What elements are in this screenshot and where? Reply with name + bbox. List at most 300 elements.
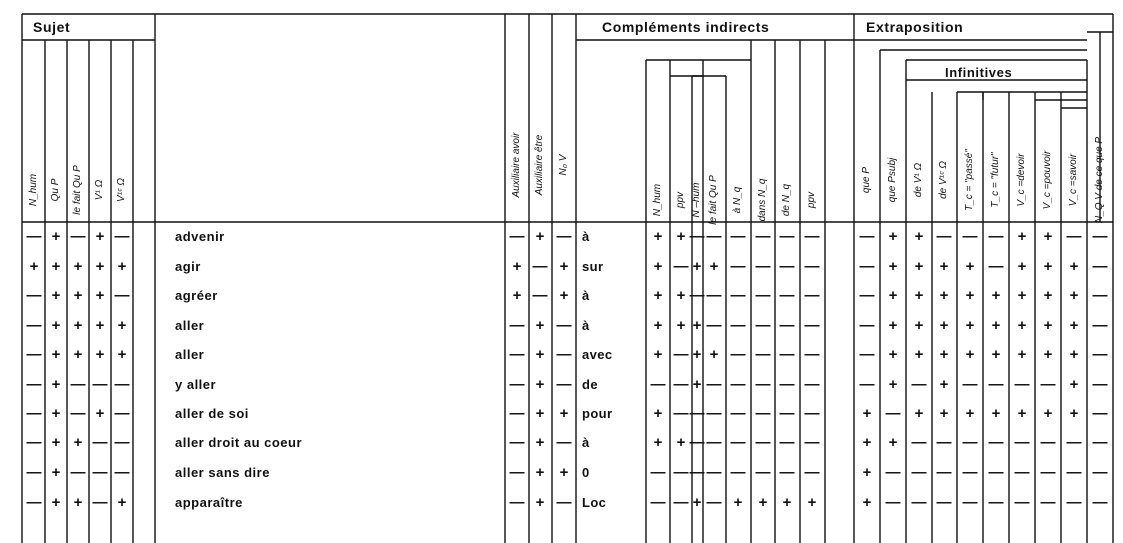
row-preposition: à <box>582 229 590 244</box>
table-cell: + <box>888 228 898 245</box>
table-cell: — <box>706 434 722 451</box>
table-cell: — <box>804 434 820 451</box>
table-cell: — <box>26 317 42 334</box>
column-header-extraposition-6: V_c =devoir <box>1016 153 1027 207</box>
table-cell: — <box>962 434 978 451</box>
row-verb: aller de soi <box>175 406 249 421</box>
table-cell: + <box>653 434 663 451</box>
table-cell: — <box>509 346 525 363</box>
table-cell: — <box>730 258 746 275</box>
table-cell: + <box>709 346 719 363</box>
table-cell: + <box>559 405 569 422</box>
table-cell: + <box>692 494 702 511</box>
column-header-extraposition-5: T_c = "futur" <box>990 152 1001 208</box>
table-cell: — <box>755 228 771 245</box>
row-verb: aller droit au coeur <box>175 435 303 450</box>
table-cell: + <box>914 287 924 304</box>
table-cell: — <box>885 405 901 422</box>
table-cell: + <box>559 258 569 275</box>
table-cell: + <box>676 434 686 451</box>
table-cell: — <box>779 434 795 451</box>
table-cell: + <box>939 258 949 275</box>
table-cell: + <box>758 494 768 511</box>
table-cell: + <box>939 346 949 363</box>
table-cell: — <box>936 464 952 481</box>
table-cell: + <box>73 346 83 363</box>
table-cell: — <box>650 376 666 393</box>
table-cell: + <box>914 258 924 275</box>
table-cell: + <box>1043 258 1053 275</box>
row-preposition: Loc <box>582 495 607 510</box>
table-cell: — <box>730 434 746 451</box>
row-preposition: 0 <box>582 465 590 480</box>
table-cell: — <box>26 464 42 481</box>
table-cell: — <box>1014 494 1030 511</box>
table-cell: — <box>988 258 1004 275</box>
row-verb: y aller <box>175 377 217 392</box>
table-cell: — <box>885 494 901 511</box>
table-cell: + <box>1017 346 1027 363</box>
table-cell: — <box>755 287 771 304</box>
table-cell: — <box>779 287 795 304</box>
table-cell: + <box>51 317 61 334</box>
table-cell: — <box>114 405 130 422</box>
table-cell: — <box>859 317 875 334</box>
row-verb: agréer <box>175 288 218 303</box>
table-cell: + <box>512 287 522 304</box>
table-cell: — <box>1092 405 1108 422</box>
table-cell: — <box>730 464 746 481</box>
table-cell: + <box>888 346 898 363</box>
table-cell: — <box>70 405 86 422</box>
table-cell: — <box>859 258 875 275</box>
column-header-extraposition-9: N_Q V de ce que P <box>1094 136 1105 224</box>
table-cell: — <box>92 464 108 481</box>
table-cell: + <box>1069 258 1079 275</box>
row-preposition: sur <box>582 259 604 274</box>
table-cell: + <box>535 317 545 334</box>
table-cell: + <box>692 317 702 334</box>
table-cell: — <box>509 434 525 451</box>
table-cell: — <box>804 405 820 422</box>
table-cell: — <box>779 346 795 363</box>
table-cell: — <box>1066 464 1082 481</box>
table-cell: + <box>862 405 872 422</box>
table-cell: — <box>859 346 875 363</box>
table-cell: — <box>804 346 820 363</box>
table-cell: + <box>51 376 61 393</box>
table-cell: — <box>556 434 572 451</box>
table-cell: — <box>885 464 901 481</box>
table-cell: + <box>676 228 686 245</box>
table-cell: + <box>939 317 949 334</box>
table-cell: — <box>988 434 1004 451</box>
table-cell: + <box>117 494 127 511</box>
table-cell: — <box>689 287 705 304</box>
table-cell: + <box>95 405 105 422</box>
table-cell: + <box>965 317 975 334</box>
column-header-extraposition-3: de V¹ᶜ Ω <box>938 161 949 199</box>
table-cell: — <box>779 405 795 422</box>
table-cell: — <box>1092 346 1108 363</box>
table-cell: + <box>888 317 898 334</box>
table-cell: + <box>807 494 817 511</box>
group-label-complements: Compléments indirects <box>602 19 770 35</box>
row-preposition: à <box>582 288 590 303</box>
table-cell: — <box>556 228 572 245</box>
table-cell: + <box>1043 287 1053 304</box>
table-cell: + <box>117 346 127 363</box>
table-cell: + <box>95 258 105 275</box>
column-header-complements-6: de N_q <box>781 183 792 217</box>
table-cell: — <box>859 287 875 304</box>
table-cell: — <box>755 346 771 363</box>
table-cell: + <box>29 258 39 275</box>
table-cell: — <box>936 228 952 245</box>
column-header-extraposition-4: T_c = "passé" <box>964 149 975 211</box>
table-cell: — <box>911 434 927 451</box>
row-verb: apparaître <box>175 495 243 510</box>
table-cell: — <box>556 376 572 393</box>
table-cell: + <box>51 346 61 363</box>
column-header-extraposition-0: que P <box>861 166 872 194</box>
table-cell: — <box>26 287 42 304</box>
table-cell: + <box>653 317 663 334</box>
table-cell: — <box>779 376 795 393</box>
table-cell: + <box>914 317 924 334</box>
table-cell: + <box>965 258 975 275</box>
table-cell: + <box>914 228 924 245</box>
table-cell: — <box>673 405 689 422</box>
table-cell: + <box>888 258 898 275</box>
table-cell: — <box>1092 258 1108 275</box>
table-cell: — <box>706 494 722 511</box>
table-cell: — <box>689 464 705 481</box>
table-cell: — <box>70 228 86 245</box>
table-cell: — <box>1092 317 1108 334</box>
table-cell: — <box>673 346 689 363</box>
table-cell: + <box>117 317 127 334</box>
table-cell: — <box>804 317 820 334</box>
table-cell: — <box>689 434 705 451</box>
table-cell: — <box>859 376 875 393</box>
table-cell: + <box>1043 317 1053 334</box>
table-cell: + <box>888 376 898 393</box>
table-cell: + <box>653 228 663 245</box>
column-header-extraposition-8: V_c =savoir <box>1068 153 1079 207</box>
table-cell: — <box>509 317 525 334</box>
table-cell: — <box>114 434 130 451</box>
table-cell: — <box>689 405 705 422</box>
table-cell: — <box>673 258 689 275</box>
table-cell: — <box>962 494 978 511</box>
table-cell: + <box>73 287 83 304</box>
row-preposition: avec <box>582 347 613 362</box>
table-cell: — <box>988 376 1004 393</box>
table-cell: — <box>1092 464 1108 481</box>
column-header-complements-0: N_hum <box>652 183 663 217</box>
table-cell: + <box>51 228 61 245</box>
row-verb: advenir <box>175 229 225 244</box>
table-cell: + <box>535 346 545 363</box>
table-cell: + <box>653 346 663 363</box>
table-cell: — <box>755 405 771 422</box>
table-cell: + <box>1069 405 1079 422</box>
table-cell: + <box>51 258 61 275</box>
group-label-extraposition: Extraposition <box>866 19 964 35</box>
table-cell: + <box>535 464 545 481</box>
table-cell: — <box>114 464 130 481</box>
table-cell: — <box>706 464 722 481</box>
table-cell: — <box>779 464 795 481</box>
table-cell: — <box>70 464 86 481</box>
table-cell: + <box>117 258 127 275</box>
table-cell: — <box>936 494 952 511</box>
table-cell: + <box>535 376 545 393</box>
table-cell: — <box>962 464 978 481</box>
table-cell: — <box>689 228 705 245</box>
table-cell: — <box>911 376 927 393</box>
table-cell: + <box>888 434 898 451</box>
table-cell: — <box>1014 464 1030 481</box>
table-cell: — <box>988 228 1004 245</box>
row-verb: aller <box>175 318 205 333</box>
table-cell: + <box>965 287 975 304</box>
table-cell: — <box>962 228 978 245</box>
table-cell: + <box>782 494 792 511</box>
row-preposition: à <box>582 318 590 333</box>
table-cell: — <box>26 346 42 363</box>
table-cell: + <box>559 287 569 304</box>
table-cell: — <box>509 228 525 245</box>
table-cell: — <box>706 405 722 422</box>
table-cell: + <box>991 317 1001 334</box>
table-cell: — <box>804 376 820 393</box>
table-cell: + <box>862 494 872 511</box>
table-cell: + <box>73 494 83 511</box>
table-cell: — <box>779 258 795 275</box>
table-cell: + <box>535 494 545 511</box>
column-header-extraposition-1: que Psubj <box>887 157 898 203</box>
table-cell: — <box>509 464 525 481</box>
table-cell: — <box>706 317 722 334</box>
table-cell: — <box>1092 434 1108 451</box>
table-cell: + <box>888 287 898 304</box>
table-cell: + <box>692 376 702 393</box>
table-cell: — <box>730 346 746 363</box>
table-cell: + <box>1069 376 1079 393</box>
table-cell: — <box>532 258 548 275</box>
column-header-extraposition-7: V_c =pouvoir <box>1042 150 1053 210</box>
table-cell: + <box>1043 405 1053 422</box>
table-cell: — <box>92 434 108 451</box>
table-cell: — <box>730 376 746 393</box>
table-cell: + <box>51 464 61 481</box>
table-cell: — <box>962 376 978 393</box>
group-label-infinitives: Infinitives <box>945 65 1013 80</box>
column-header-aux-2: N₀ V <box>558 154 569 176</box>
table-cell: — <box>114 287 130 304</box>
table-cell: — <box>532 287 548 304</box>
table-cell: — <box>988 494 1004 511</box>
table-cell: — <box>70 376 86 393</box>
column-header-aux-0: Auxiliaire avoir <box>511 132 522 198</box>
table-cell: — <box>650 464 666 481</box>
table-cell: + <box>1069 317 1079 334</box>
table-cell: + <box>1017 317 1027 334</box>
table-cell: — <box>114 228 130 245</box>
column-header-extraposition-2: de V¹ Ω <box>913 162 924 198</box>
table-cell: + <box>73 317 83 334</box>
table-cell: — <box>673 494 689 511</box>
table-cell: + <box>862 464 872 481</box>
column-header-complements-3: le fait Qu P <box>708 175 719 225</box>
table-cell: — <box>1066 228 1082 245</box>
table-cell: + <box>965 346 975 363</box>
table-cell: — <box>911 494 927 511</box>
table-cell: — <box>1040 464 1056 481</box>
table-cell: + <box>95 228 105 245</box>
table-cell: — <box>730 287 746 304</box>
table-cell: — <box>556 317 572 334</box>
table-cell: + <box>51 405 61 422</box>
table-cell: — <box>755 434 771 451</box>
table-cell: + <box>991 287 1001 304</box>
table-cell: — <box>556 346 572 363</box>
table-cell: + <box>1043 228 1053 245</box>
table-cell: + <box>991 346 1001 363</box>
table-cell: + <box>1017 287 1027 304</box>
table-cell: + <box>51 434 61 451</box>
column-header-complements-7: ppv <box>806 191 817 209</box>
table-cell: — <box>1092 228 1108 245</box>
table-cell: — <box>755 464 771 481</box>
table-cell: + <box>1017 258 1027 275</box>
table-cell: — <box>92 494 108 511</box>
table-cell: + <box>73 258 83 275</box>
table-cell: — <box>114 376 130 393</box>
column-header-complements-1: ppv <box>675 191 686 209</box>
table-cell: + <box>862 434 872 451</box>
table-cell: + <box>676 287 686 304</box>
table-cell: — <box>1066 494 1082 511</box>
table-cell: — <box>509 376 525 393</box>
table-cell: + <box>914 346 924 363</box>
table-cell: — <box>804 287 820 304</box>
table-cell: + <box>653 405 663 422</box>
column-header-sujet-1: Qu P <box>50 178 61 202</box>
table-cell: — <box>755 376 771 393</box>
table-cell: — <box>1092 494 1108 511</box>
row-preposition: pour <box>582 406 613 421</box>
table-cell: — <box>556 494 572 511</box>
column-header-sujet-4: V¹ᶜ Ω <box>116 178 127 202</box>
table-cell: — <box>1040 376 1056 393</box>
table-cell: + <box>676 317 686 334</box>
table-cell: + <box>535 228 545 245</box>
table-cell: — <box>1040 434 1056 451</box>
table-cell: — <box>673 376 689 393</box>
column-header-complements-4: à N_q <box>732 186 743 214</box>
table-cell: — <box>804 228 820 245</box>
table-cell: — <box>650 494 666 511</box>
table-cell: — <box>1014 376 1030 393</box>
table-cell: — <box>730 317 746 334</box>
column-header-sujet-0: N_hum <box>28 173 39 207</box>
table-cell: + <box>1017 405 1027 422</box>
table-cell: — <box>936 434 952 451</box>
row-preposition: de <box>582 377 598 392</box>
table-cell: — <box>1014 434 1030 451</box>
table-cell: + <box>709 258 719 275</box>
table-cell: + <box>535 434 545 451</box>
table-cell: — <box>706 228 722 245</box>
group-label-sujet: Sujet <box>33 19 71 35</box>
table-cell: + <box>1043 346 1053 363</box>
table-cell: + <box>559 464 569 481</box>
table-cell: + <box>991 405 1001 422</box>
table-cell: — <box>92 376 108 393</box>
table-cell: + <box>95 346 105 363</box>
table-cell: + <box>653 258 663 275</box>
table-cell: — <box>706 376 722 393</box>
column-header-complements-5: dans N_q <box>757 178 768 222</box>
table-cell: — <box>26 434 42 451</box>
table-cell: — <box>859 228 875 245</box>
table-cell: + <box>653 287 663 304</box>
table-cell: — <box>509 405 525 422</box>
table-cell: + <box>95 287 105 304</box>
table-cell: + <box>535 405 545 422</box>
table-cell: — <box>779 228 795 245</box>
table-cell: + <box>1017 228 1027 245</box>
row-verb: aller sans dire <box>175 465 270 480</box>
table-cell: — <box>755 258 771 275</box>
table-cell: — <box>26 494 42 511</box>
table-cell: + <box>51 287 61 304</box>
table-cell: + <box>939 376 949 393</box>
row-preposition: à <box>582 435 590 450</box>
table-cell: — <box>1066 434 1082 451</box>
table-cell: — <box>1040 494 1056 511</box>
table-cell: + <box>733 494 743 511</box>
table-cell: + <box>51 494 61 511</box>
column-header-sujet-3: V¹ Ω <box>94 179 105 201</box>
table-cell: + <box>1069 287 1079 304</box>
table-cell: — <box>26 405 42 422</box>
table-cell: — <box>26 376 42 393</box>
table-cell: — <box>730 405 746 422</box>
table-cell: — <box>673 464 689 481</box>
column-header-sujet-2: le fait Qu P <box>72 165 83 215</box>
table-cell: — <box>509 494 525 511</box>
table-cell: + <box>512 258 522 275</box>
table-cell: + <box>692 346 702 363</box>
table-cell: + <box>1069 346 1079 363</box>
table-cell: + <box>692 258 702 275</box>
table-cell: + <box>939 405 949 422</box>
table-cell: + <box>965 405 975 422</box>
table-cell: + <box>914 405 924 422</box>
table-cell: — <box>779 317 795 334</box>
column-header-aux-1: Auxiliaire être <box>534 134 545 196</box>
table-cell: + <box>939 287 949 304</box>
table-cell: — <box>911 464 927 481</box>
table-cell: — <box>988 464 1004 481</box>
row-verb: aller <box>175 347 205 362</box>
table-cell: — <box>1092 376 1108 393</box>
table-cell: + <box>73 434 83 451</box>
